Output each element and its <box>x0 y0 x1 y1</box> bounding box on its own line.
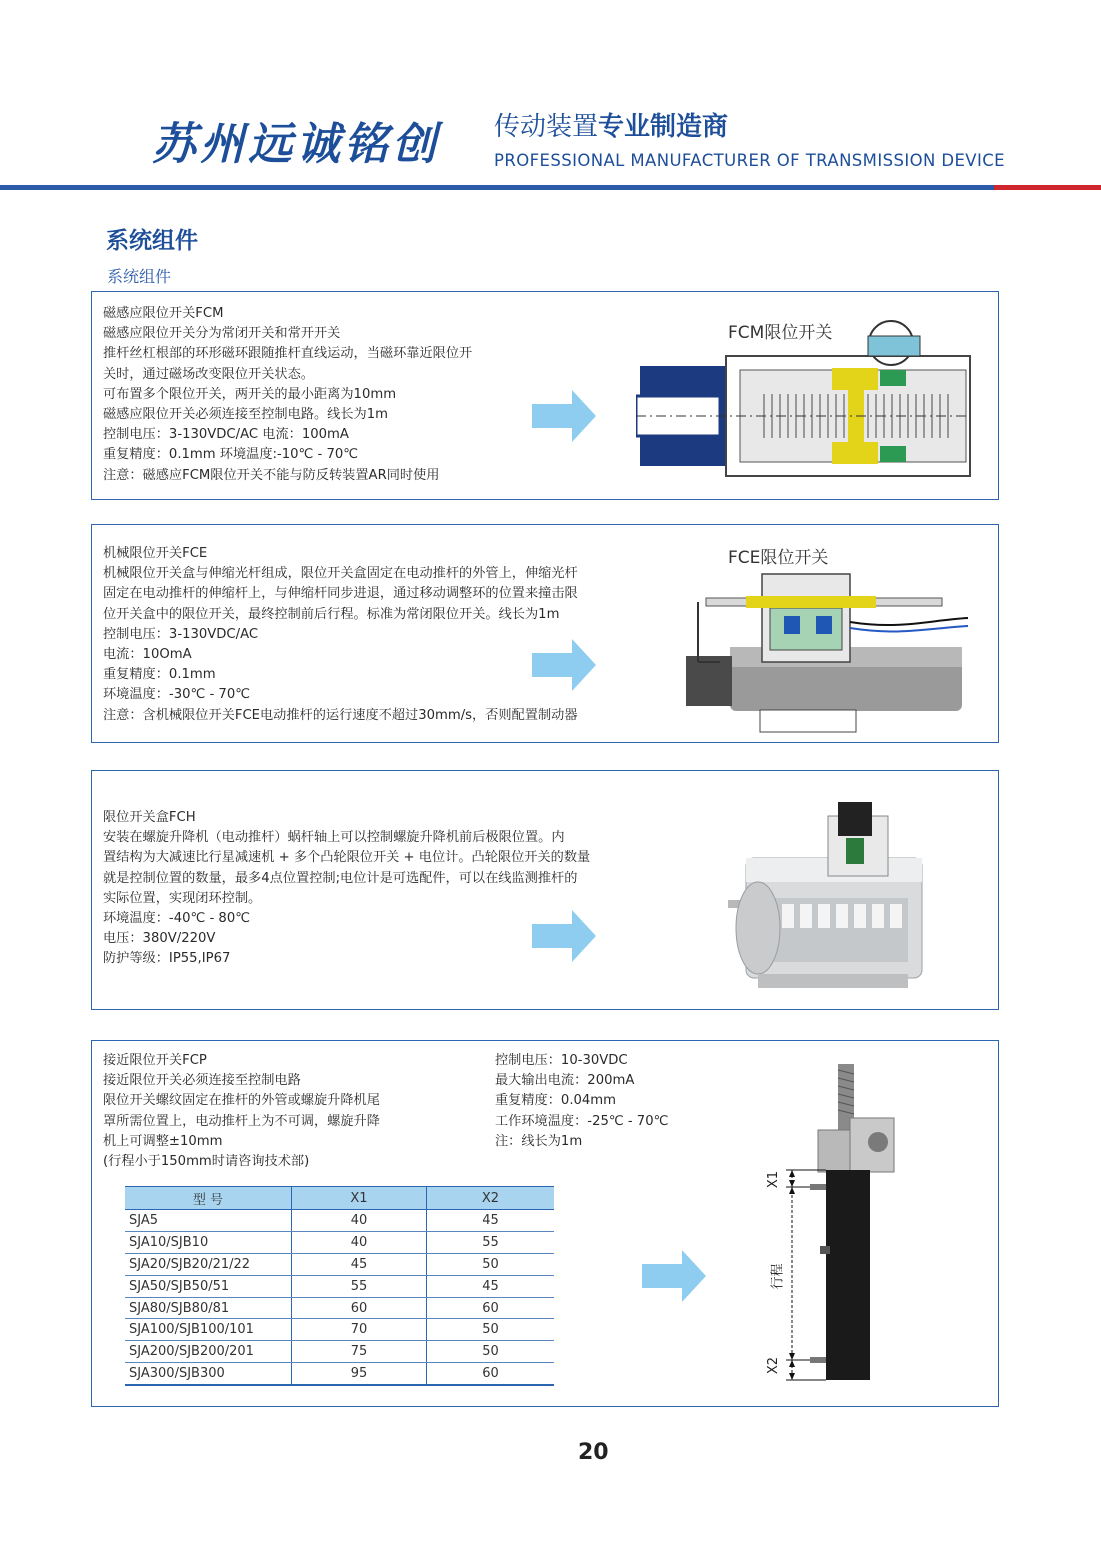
table-header-row <box>125 1187 554 1210</box>
stroke-label: 行程 <box>770 1263 786 1290</box>
arrow-right-icon <box>642 1250 706 1302</box>
page-number: 20 <box>578 1440 609 1465</box>
fce-line: 重复精度：0.1mm <box>103 667 216 683</box>
col-header-x2: X2 <box>427 1187 555 1210</box>
cell-model: SJA10/SJB10 <box>125 1231 292 1253</box>
fcp-line: 接近限位开关必须连接至控制电路 <box>103 1073 301 1089</box>
fcp-line: 接近限位开关FCP <box>103 1053 207 1068</box>
arrow-right-icon <box>532 390 596 442</box>
slogan-cn <box>494 106 728 143</box>
cell-x1: 40 <box>292 1210 427 1232</box>
cell-x1: 75 <box>292 1341 427 1363</box>
arrow-right-icon <box>532 910 596 962</box>
cell-model: SJA300/SJB300 <box>125 1363 292 1385</box>
cell-x2: 50 <box>427 1341 555 1363</box>
fcm-description <box>103 304 472 486</box>
cell-model: SJA20/SJB20/21/22 <box>125 1253 292 1275</box>
fce-line: 环境温度：-30℃ - 70℃ <box>103 687 251 703</box>
fce-line: 控制电压：3-130VDC/AC <box>103 626 259 642</box>
cell-x1: 95 <box>292 1363 427 1385</box>
x2-label: X2 <box>766 1356 782 1375</box>
slogan-en: PROFESSIONAL MANUFACTURER OF TRANSMISSION DEVICE <box>494 151 1006 170</box>
table-row <box>125 1210 554 1232</box>
header-rule-blue <box>0 185 994 190</box>
fcm-line: 磁感应限位开关分为常闭开关和常开开关 <box>103 326 341 342</box>
header-rule-red <box>994 185 1101 190</box>
fce-line: 位开关盒中的限位开关，最终控制前后行程。标准为常闭限位开关。线长为1m <box>103 606 560 622</box>
cell-x2: 50 <box>427 1253 555 1275</box>
fcp-line: (行程小于150mm时请咨询技术部) <box>103 1154 310 1170</box>
fcp-spec-line: 重复精度：0.04mm <box>495 1093 616 1109</box>
cell-model: SJA80/SJB80/81 <box>125 1297 292 1319</box>
fcp-spec-line: 工作环境温度：-25℃ - 70℃ <box>495 1113 669 1129</box>
fch-line: 安装在螺旋升降机（电动推杆）蜗杆轴上可以控制螺旋升降机前后极限位置。内 <box>103 830 565 846</box>
fcm-diagram <box>636 308 972 488</box>
fce-line: 机械限位开关FCE <box>103 546 208 561</box>
fcm-line: 可布置多个限位开关，两开关的最小距离为10mm <box>103 386 397 402</box>
cell-x2: 60 <box>427 1297 555 1319</box>
table-row <box>125 1275 554 1297</box>
fcp-specs <box>495 1051 668 1152</box>
fcp-line: 限位开关螺纹固定在推杆的外管或螺旋升降机尾 <box>103 1093 380 1109</box>
fce-line: 机械限位开关盒与伸缩光杆组成，限位开关盒固定在电动推杆的外管上，伸缩光杆 <box>103 566 578 582</box>
fce-line: 固定在电动推杆的伸缩杆上，与伸缩杆同步进退，通过移动调整环的位置来撞击限 <box>103 586 578 602</box>
cell-x2: 45 <box>427 1275 555 1297</box>
cell-x1: 45 <box>292 1253 427 1275</box>
fch-description <box>103 808 590 970</box>
fcp-line: 机上可调整±10mm <box>103 1133 223 1149</box>
table-row <box>125 1363 554 1385</box>
fce-line: 注意：含机械限位开关FCE电动推杆的运行速度不超过30mm/s，否则配置制动器 <box>103 707 578 723</box>
fch-limit-switch-box-image <box>728 798 928 1000</box>
fce-description <box>103 544 578 726</box>
slogan-part2: 专业制造商 <box>598 112 729 142</box>
cell-x2: 55 <box>427 1231 555 1253</box>
cell-x1: 40 <box>292 1231 427 1253</box>
fch-line: 环境温度：-40℃ - 80℃ <box>103 911 251 927</box>
fcp-line: 罩所需位置上，电动推杆上为不可调，螺旋升降 <box>103 1113 380 1129</box>
fcp-spec-line: 最大输出电流：200mA <box>495 1073 635 1089</box>
cell-x1: 60 <box>292 1297 427 1319</box>
section-title: 系统组件 <box>106 228 198 254</box>
fch-line: 就是控制位置的数量，最多4点位置控制;电位计是可选配件，可以在线监测推杆的 <box>103 870 578 886</box>
col-header-model: 型 号 <box>125 1187 292 1210</box>
cell-x2: 60 <box>427 1363 555 1385</box>
table-row <box>125 1253 554 1275</box>
cell-x2: 50 <box>427 1319 555 1341</box>
section-subtitle: 系统组件 <box>107 267 172 286</box>
fcm-line: 推杆丝杠根部的环形磁环跟随推杆直线运动，当磁环靠近限位开 <box>103 346 473 362</box>
fcm-line: 控制电压：3-130VDC/AC 电流：100mA <box>103 427 349 443</box>
table-row <box>125 1231 554 1253</box>
fch-line: 限位开关盒FCH <box>103 810 196 825</box>
fcp-spec-line: 控制电压：10-30VDC <box>495 1053 628 1068</box>
arrow-right-icon <box>532 639 596 691</box>
cell-x2: 45 <box>427 1210 555 1232</box>
col-header-x1: X1 <box>292 1187 427 1210</box>
cell-x1: 55 <box>292 1275 427 1297</box>
cell-model: SJA200/SJB200/201 <box>125 1341 292 1363</box>
fch-line: 电压：380V/220V <box>103 931 216 947</box>
fcp-actuator-diagram <box>760 1060 910 1390</box>
table-row <box>125 1341 554 1363</box>
table-row <box>125 1319 554 1341</box>
fce-line: 电流：10OmA <box>103 647 192 663</box>
fce-diagram <box>680 572 970 734</box>
fch-line: 防护等级：IP55,IP67 <box>103 951 231 967</box>
brand-name: 苏州远诚铭创 <box>152 119 440 170</box>
spec-table <box>125 1186 554 1386</box>
cell-x1: 70 <box>292 1319 427 1341</box>
table-row <box>125 1297 554 1319</box>
fcm-line: 磁感应限位开关必须连接至控制电路。线长为1m <box>103 407 388 423</box>
fcm-line: 注意：磁感应FCM限位开关不能与防反转装置AR同时使用 <box>103 467 440 483</box>
cell-model: SJA50/SJB50/51 <box>125 1275 292 1297</box>
fce-figure-label: FCE限位开关 <box>728 548 829 568</box>
fcm-line: 关时，通过磁场改变限位开关状态。 <box>103 366 314 382</box>
cell-model: SJA100/SJB100/101 <box>125 1319 292 1341</box>
fcp-spec-line: 注：线长为1m <box>495 1133 583 1149</box>
fch-line: 实际位置，实现闭环控制。 <box>103 890 262 906</box>
fcm-line: 重复精度：0.1mm 环境温度:-10℃ - 70℃ <box>103 447 359 463</box>
fcp-description <box>103 1051 380 1172</box>
slogan-part1: 传动装置 <box>494 112 599 142</box>
x1-label: X1 <box>766 1170 782 1189</box>
cell-model: SJA5 <box>125 1210 292 1232</box>
fch-line: 置结构为大减速比行星减速机 + 多个凸轮限位开关 + 电位计。凸轮限位开关的数量 <box>103 850 591 866</box>
fcm-line: 磁感应限位开关FCM <box>103 306 224 321</box>
fcm-figure-label: FCM限位开关 <box>728 323 833 343</box>
